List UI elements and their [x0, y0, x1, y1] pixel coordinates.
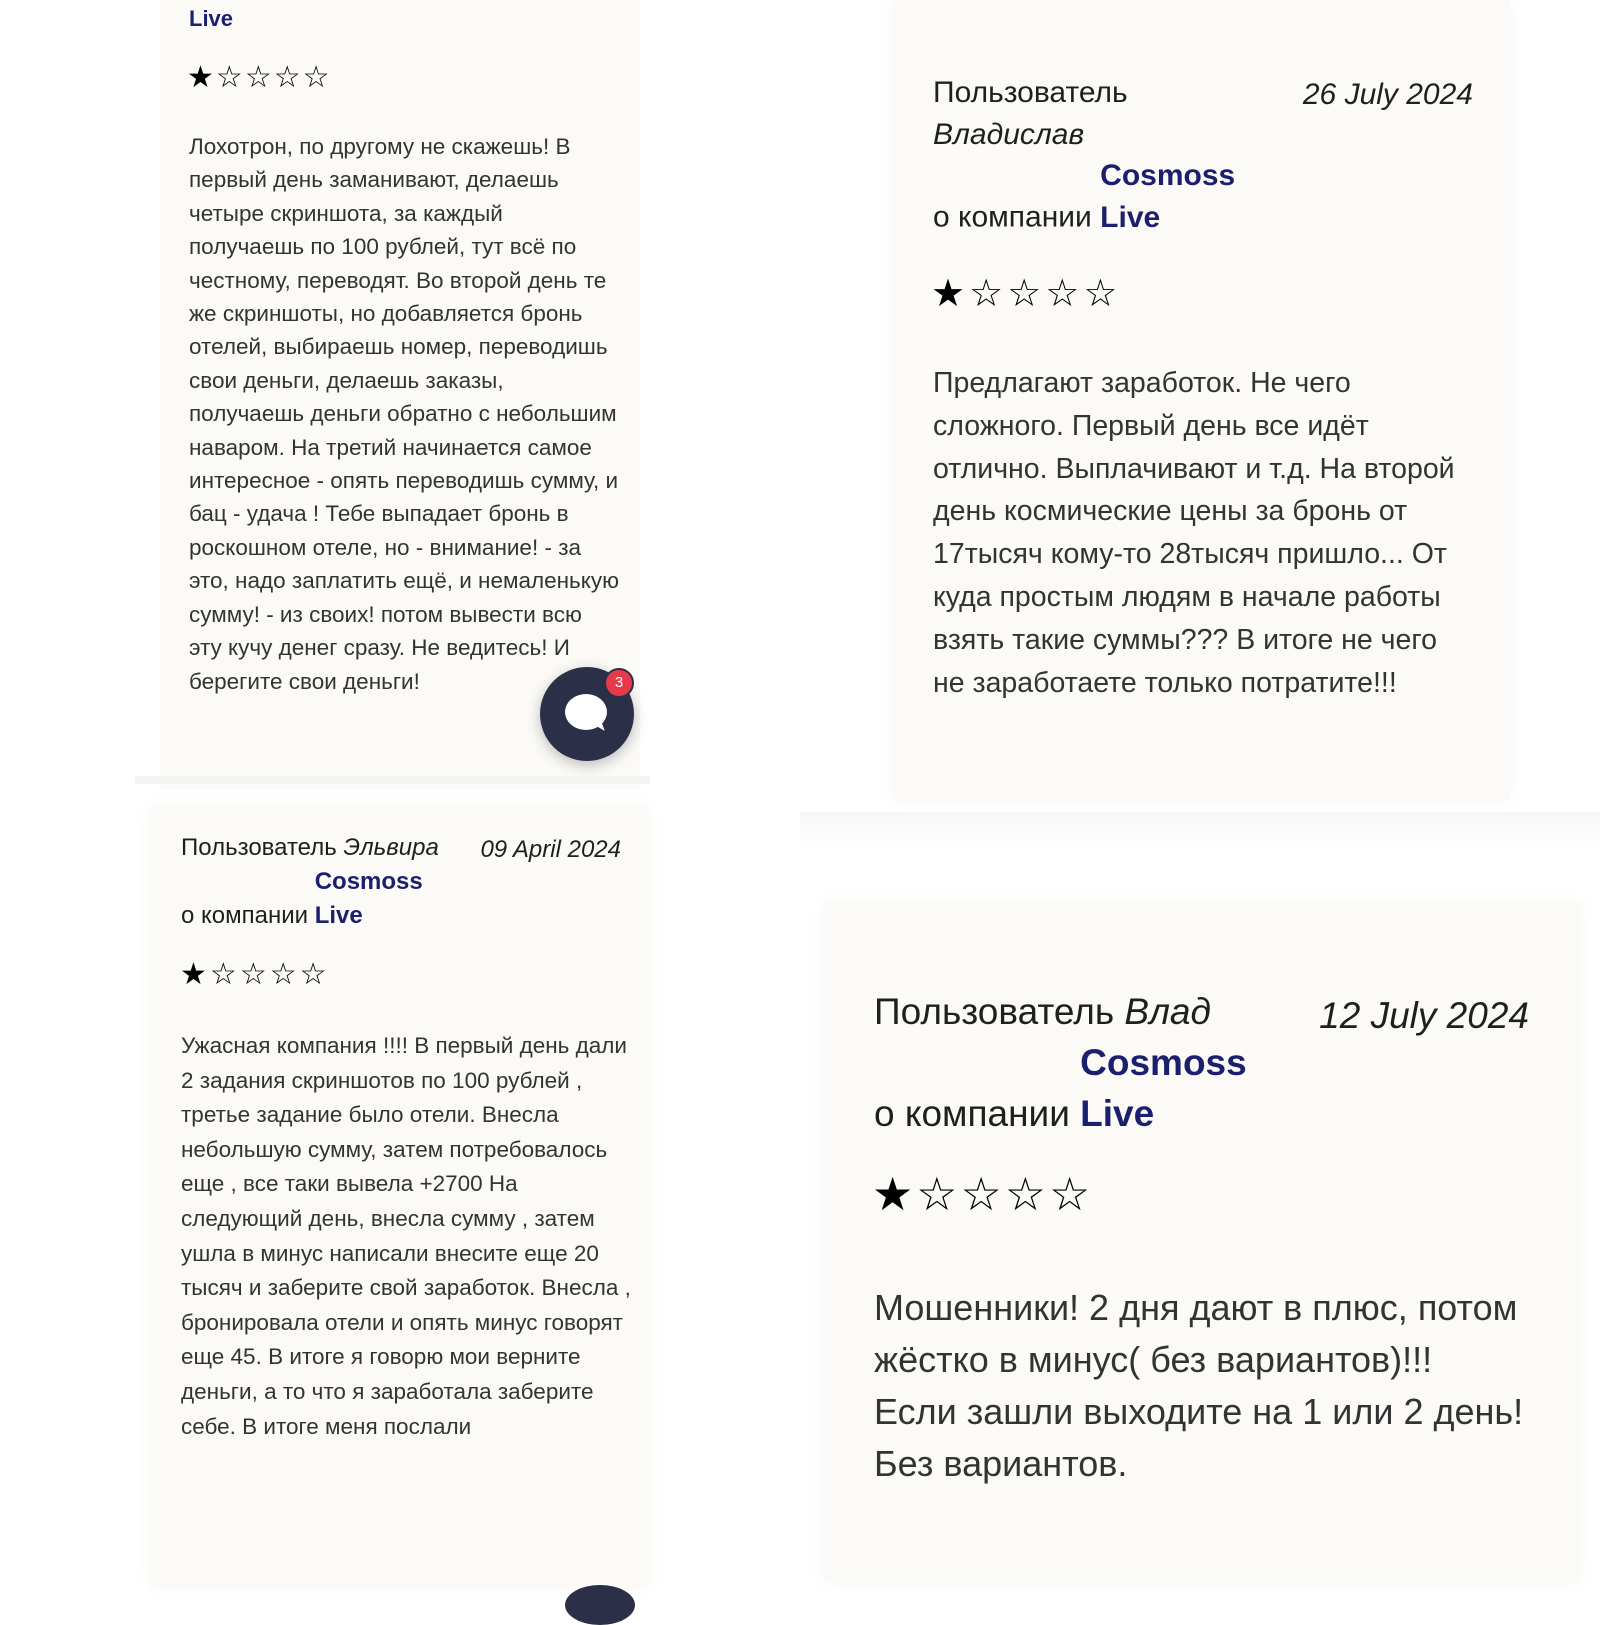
star-empty-icon: ☆	[916, 1168, 961, 1220]
star-filled-icon: ★	[187, 61, 216, 94]
star-empty-icon: ☆	[1007, 273, 1046, 315]
author-label: Пользователь	[874, 991, 1115, 1032]
review-card	[150, 807, 648, 1587]
review-date: 09 April 2024	[480, 836, 621, 863]
star-empty-icon: ☆	[1083, 273, 1122, 315]
star-filled-icon: ★	[872, 1168, 917, 1220]
review-header	[933, 72, 1473, 238]
author-name: Влад	[1124, 991, 1211, 1032]
star-filled-icon: ★	[931, 273, 970, 315]
divider	[135, 776, 650, 784]
review-card	[825, 902, 1580, 1582]
unread-badge: 3	[604, 668, 634, 698]
company-prefix: о компании	[181, 902, 309, 929]
review-text: Ужасная компания !!!! В первый день дали 2 задания скриншотов по 100 рублей , третье задание было отели. Внесла небольшую сумму, затем потребовалось еще , все таки вывела +2700 На следующий день, внесла сумму , затем ушла в минус написали внесите еще 20 тысяч и заберите свой заработок. Внесла , бронировала отели и опять минус говорят еще 45. В итоге я говорю мои верните деньги, а то что я заработала заберите себе. В итоге меня послали	[181, 1033, 631, 1439]
company-link[interactable]: Cosmoss Live	[314, 868, 423, 929]
review-text: Лохотрон, по другому не скажешь! В первый день заманивают, делаешь четыре скриншота, за каждый получаешь по 100 рублей, тут всё по честному, переводят. Во второй день те же скриншоты, но добавляется бронь отелей, выбираешь номер, переводишь свои деньги, делаешь заказы, получаешь деньги обратно с небольшим наваром. На третий начинается самое интересное - опять переводишь сумму, и бац - удача ! Тебе выпадает бронь в роскошном отеле, но - внимание! - за это, надо заплатить ещё, и немаленькую сумму! - из своих! потом вывести всю эту кучу денег сразу. Не ведитесь! И берегите свои деньги!	[189, 134, 619, 694]
star-empty-icon: ☆	[1049, 1168, 1094, 1220]
review-header	[181, 831, 621, 933]
chat-button[interactable]	[540, 667, 634, 761]
review-date: 12 July 2024	[1319, 995, 1529, 1036]
rating-stars	[180, 957, 330, 992]
author-name: Владислав	[933, 117, 1085, 151]
company-link[interactable]: Live	[189, 6, 234, 31]
star-empty-icon: ☆	[960, 1168, 1005, 1220]
star-empty-icon: ☆	[299, 958, 330, 991]
review-text: Мошенники! 2 дня дают в плюс, потом жёстко в минус( без вариантов)!!! Если зашли выходите на 1 или 2 день! Без вариантов.	[874, 1287, 1524, 1484]
star-empty-icon: ☆	[1045, 273, 1084, 315]
rating-stars	[872, 1167, 1093, 1221]
star-empty-icon: ☆	[244, 61, 274, 94]
star-empty-icon: ☆	[269, 958, 300, 991]
review-text: Предлагают заработок. Не чего сложного. Первый день все идёт отлично. Выплачивают и т.д. На второй день космические цены за бронь от 17тысяч кому-то 28тысяч пришло... От куда простым людям в начале работы взять такие суммы??? В итоге не чего не заработаете только потратите!!!	[933, 367, 1455, 699]
star-empty-icon: ☆	[273, 61, 303, 94]
company-prefix: о компании	[933, 200, 1092, 234]
star-empty-icon: ☆	[239, 958, 270, 991]
rating-stars	[931, 271, 1121, 316]
review-header	[874, 986, 1529, 1139]
divider	[800, 812, 1600, 848]
star-empty-icon: ☆	[215, 61, 245, 94]
star-empty-icon: ☆	[302, 61, 332, 94]
company-link[interactable]: Cosmoss Live	[1100, 159, 1236, 234]
author-name: Эльвира	[343, 834, 439, 861]
star-filled-icon: ★	[180, 958, 210, 991]
company-link[interactable]: Cosmoss Live	[1080, 1042, 1247, 1134]
company-prefix: о компании	[874, 1093, 1070, 1134]
author-label: Пользователь	[933, 76, 1128, 109]
chat-button-partial[interactable]	[565, 1585, 635, 1625]
review-date: 26 July 2024	[1302, 78, 1473, 111]
star-empty-icon: ☆	[1004, 1168, 1049, 1220]
review-card	[893, 0, 1510, 800]
star-empty-icon: ☆	[209, 958, 240, 991]
rating-stars	[187, 60, 332, 95]
star-empty-icon: ☆	[969, 273, 1008, 315]
author-label: Пользователь	[181, 834, 337, 861]
